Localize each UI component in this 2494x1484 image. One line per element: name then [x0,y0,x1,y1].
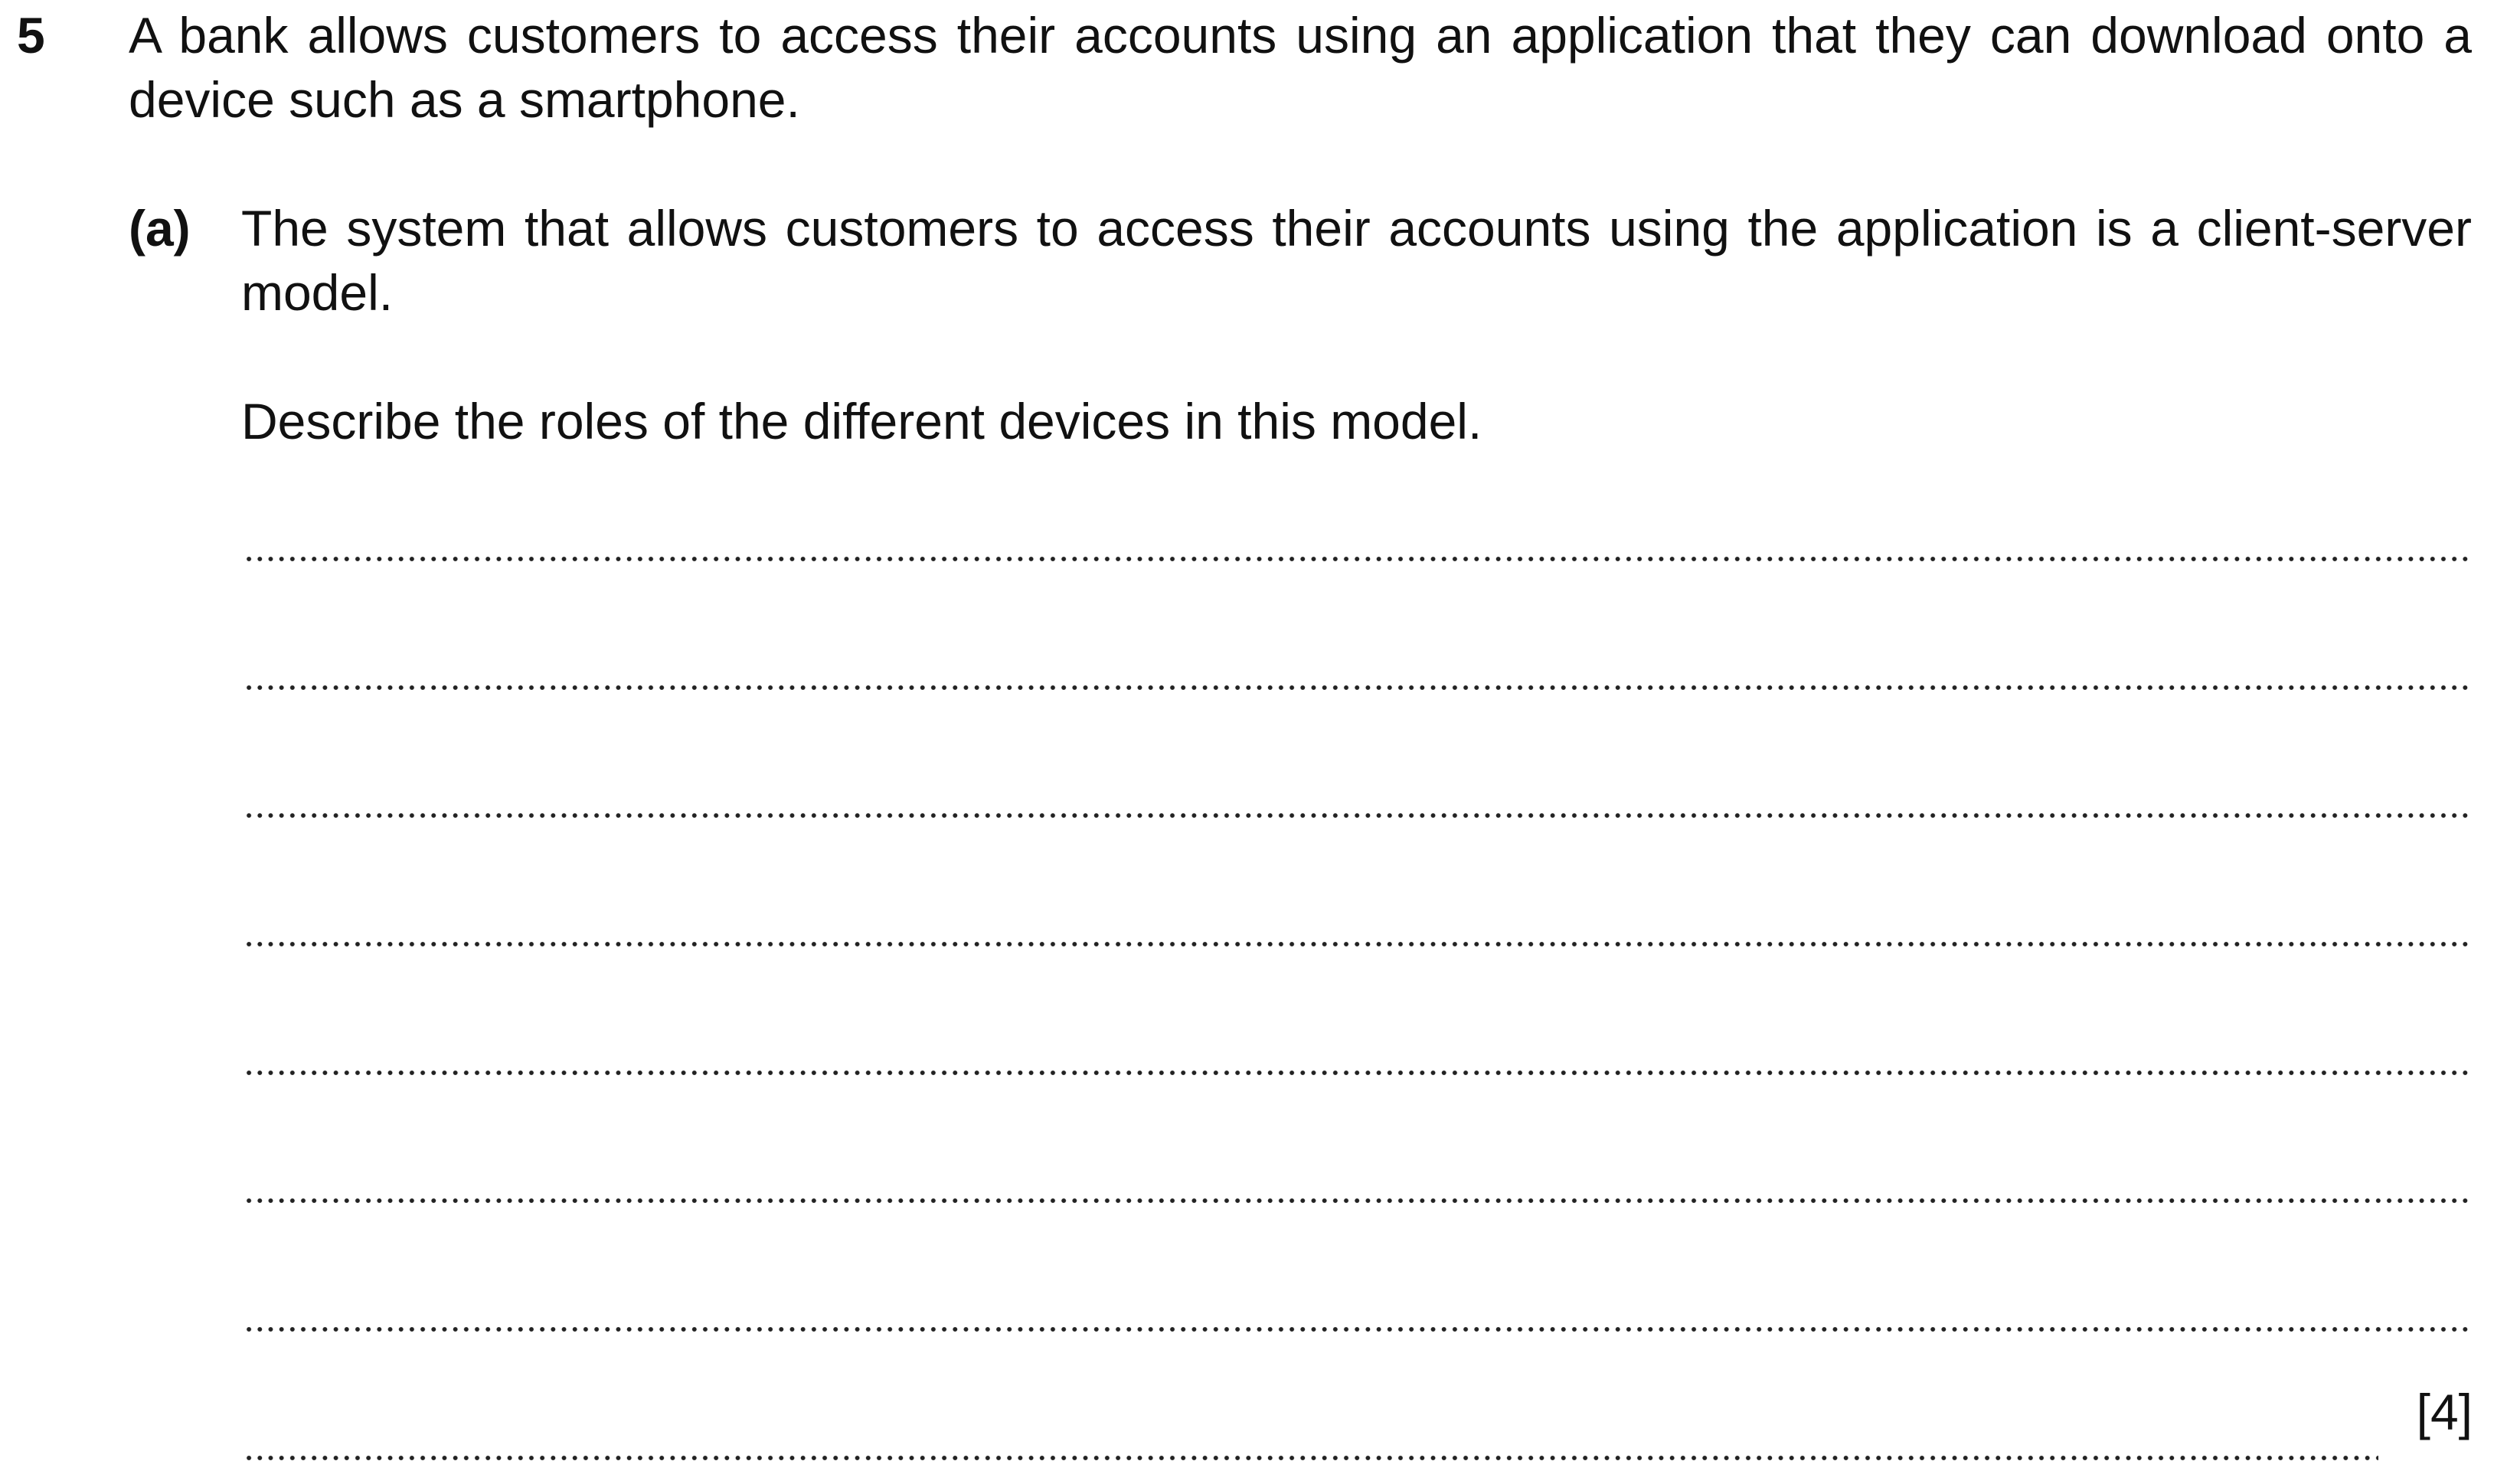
answer-line[interactable] [244,685,2473,691]
answer-line[interactable] [244,1455,2378,1461]
part-a-text: The system that allows customers to access their accounts using the application is a client-server model. [241,200,2472,321]
marks-indicator: [4] [2416,1384,2473,1440]
question-number: 5 [17,7,45,64]
answer-line[interactable] [244,1326,2473,1332]
answer-line[interactable] [244,812,2473,819]
question-stem: A bank allows customers to access their accounts using an application that they can download onto a device such as a smartphone. [129,7,2472,128]
part-a-label: (a) [129,200,191,257]
answer-line[interactable] [244,1198,2473,1204]
answer-line[interactable] [244,1070,2473,1076]
part-a-instruction: Describe the roles of the different devices in this model. [241,393,1482,449]
answer-line[interactable] [244,941,2473,947]
answer-line[interactable] [244,556,2473,562]
answer-area[interactable] [244,0,2473,1484]
